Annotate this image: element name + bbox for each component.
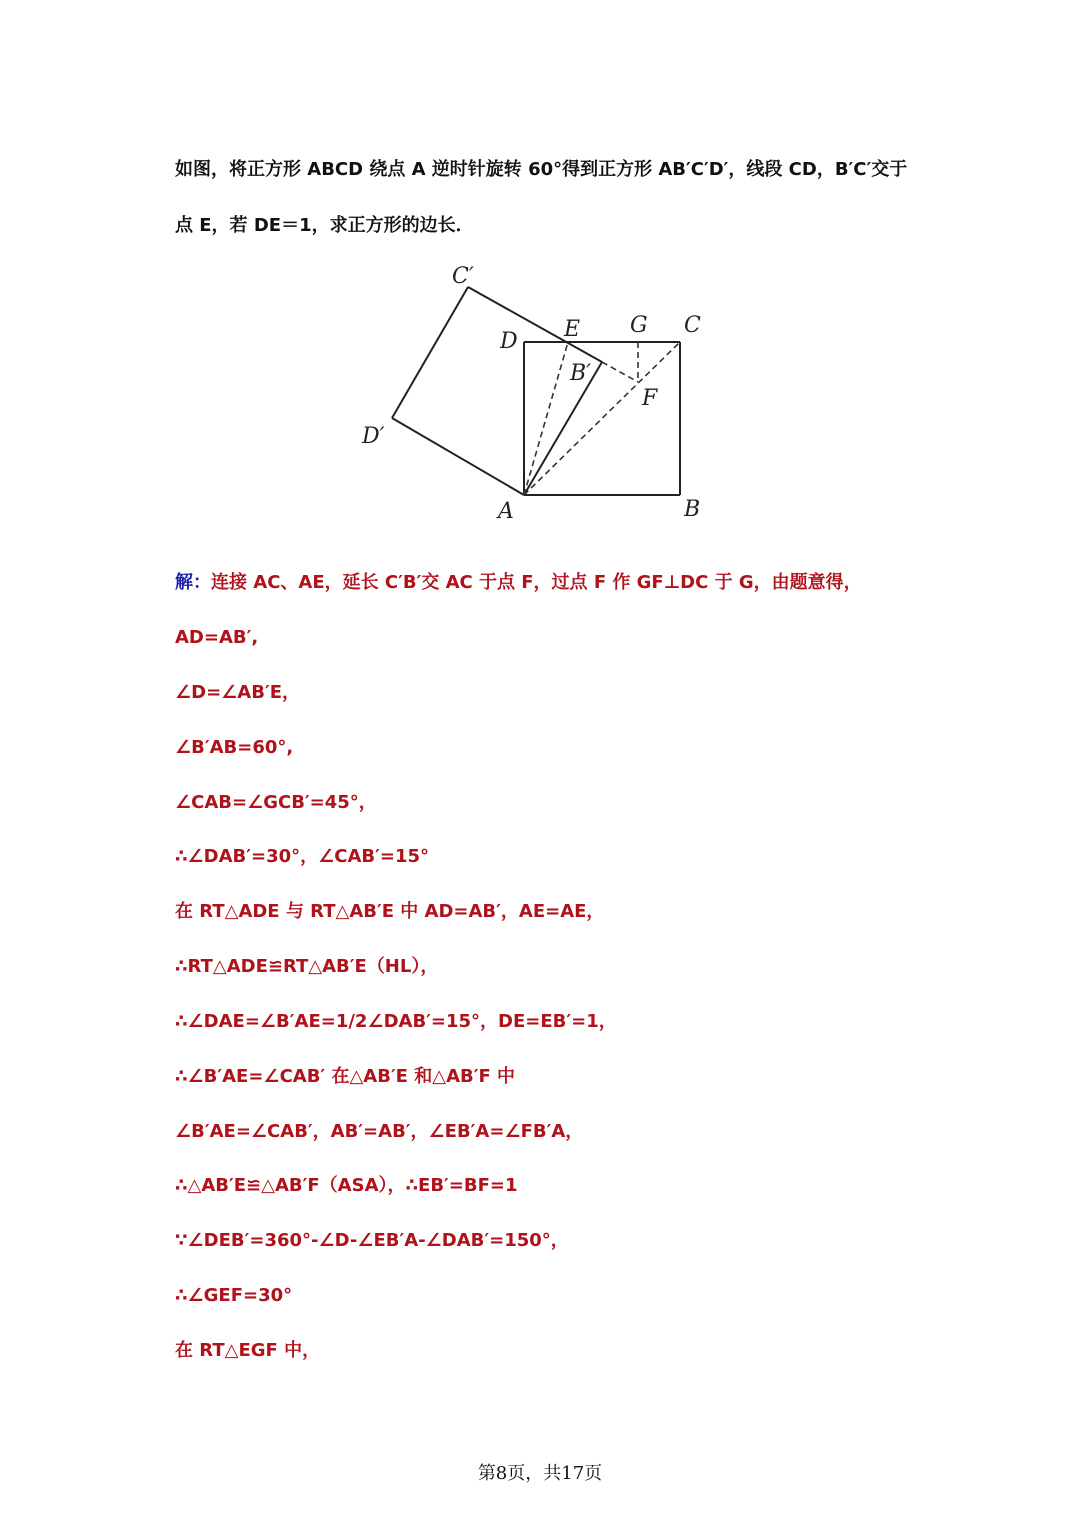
solution-line: ∴∠GEF=30° (175, 1285, 293, 1306)
problem-line-1: 如图，将正方形 ABCD 绕点 A 逆时针旋转 60°得到正方形 AB′C′D′，线段 CD，B′C′交于 (175, 159, 908, 180)
solution-line: AD=AB′, (175, 627, 259, 648)
solution-line: 在 RT△EGF 中， (175, 1340, 321, 1361)
label-D-prime: D′ (362, 424, 385, 449)
solution-line: ∴∠DAB′=30°，∠CAB′=15° (175, 846, 430, 867)
solution-line: ∠D=∠AB′E， (175, 682, 300, 703)
dashed-segment-AC (524, 342, 680, 495)
solution-intro (175, 571, 862, 595)
label-E: E (564, 317, 581, 342)
solution-line: ∴RT△ADE≌RT△AB′E（HL）， (175, 956, 439, 977)
label-G: G (630, 313, 648, 338)
solution-line: ∠CAB=∠GCB′=45°， (175, 792, 377, 813)
solution-line: ∠B′AE=∠CAB′，AB′=AB′，∠EB′A=∠FB′A， (175, 1121, 584, 1142)
segment-B-prime-C-prime (468, 287, 602, 362)
solution-line: ∴∠B′AE=∠CAB′ 在△AB′E 和△AB′F 中 (175, 1066, 516, 1087)
label-A: A (498, 499, 514, 524)
solution-line: ∵∠DEB′=360°-∠D-∠EB′A-∠DAB′=150°， (175, 1230, 569, 1251)
label-B: B (684, 497, 701, 522)
segment-C-prime-D-prime (392, 287, 468, 418)
problem-line-2: 点 E，若 DE＝1，求正方形的边长． (175, 215, 474, 236)
dashed-segment-B-prime-F (602, 362, 638, 382)
label-C-prime: C′ (452, 264, 474, 289)
page-number: 第8页，共17页 (477, 1463, 603, 1484)
segment-D-prime-A (392, 418, 524, 495)
dashed-segment-AE (524, 342, 568, 495)
solution-intro-text: 连接 AC、AE，延长 C′B′交 AC 于点 F，过点 F 作 GF⊥DC 于 G，由题意得， (211, 572, 862, 593)
label-F: F (642, 386, 658, 411)
solution-line: ∠B′AB=60°, (175, 737, 294, 758)
solution-line: ∴△AB′E≌△AB′F（ASA），∴EB′=BF=1 (175, 1175, 518, 1196)
solution-line: ∴∠DAE=∠B′AE=1/2∠DAB′=15°，DE=EB′=1， (175, 1011, 617, 1032)
geometry-figure (340, 255, 770, 540)
solution-line: 在 RT△ADE 与 RT△AB′E 中 AD=AB′，AE=AE， (175, 901, 605, 922)
label-D: D (500, 329, 518, 354)
label-B-prime: B′ (570, 361, 592, 386)
label-C: C (684, 313, 701, 338)
solution-prefix: 解： (175, 572, 211, 593)
